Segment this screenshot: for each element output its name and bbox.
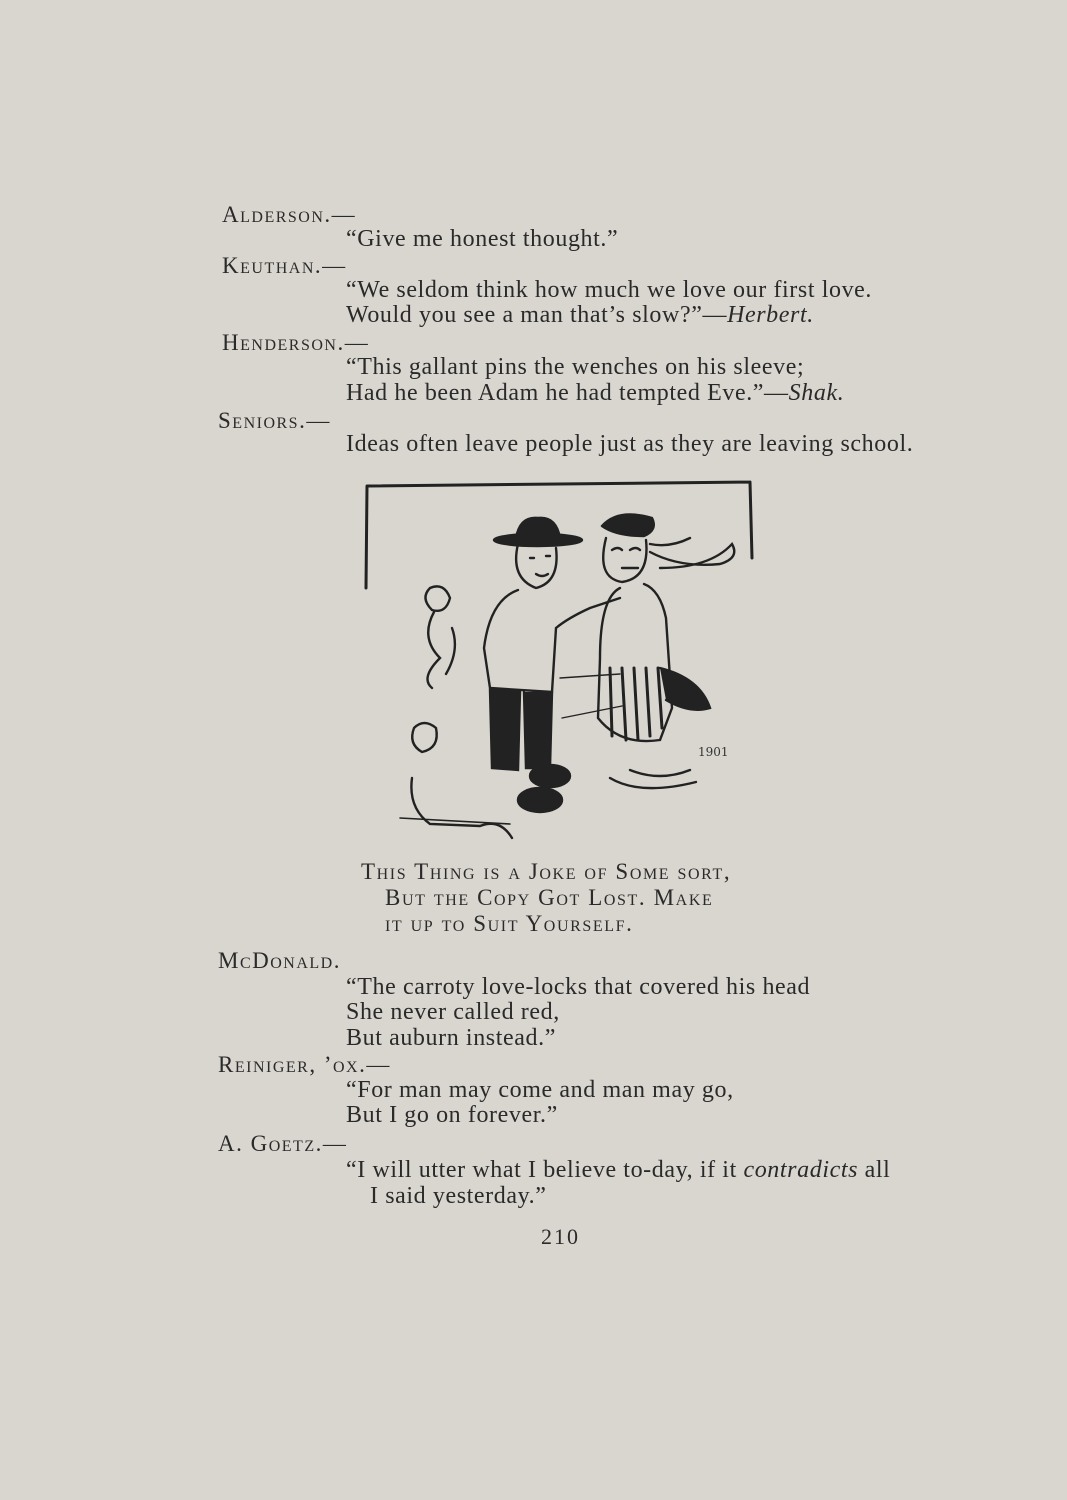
cartoon-illustration xyxy=(360,478,760,850)
quote-line: “We seldom think how much we love our first love. xyxy=(346,277,873,303)
quote-line: “This gallant pins the wenches on his sleeve; xyxy=(346,354,805,380)
quote-line: Ideas often leave people just as they are leaving school. xyxy=(346,431,914,457)
caption-line-3: it up to Suit Yourself. xyxy=(385,911,634,936)
speaker-goetz: A. Goetz.— xyxy=(218,1131,348,1156)
speaker-mcdonald: McDonald. xyxy=(218,948,341,973)
attribution: Herbert. xyxy=(727,302,814,328)
quote-text: Had he been Adam he had tempted Eve.”— xyxy=(346,380,789,406)
quote-text: Would you see a man that’s slow?”— xyxy=(346,302,728,328)
speaker-seniors: Seniors.— xyxy=(218,408,331,433)
quote-line: “Give me honest thought.” xyxy=(346,226,619,252)
speaker-alderson: Alderson.— xyxy=(222,202,357,227)
speaker-henderson: Henderson.— xyxy=(222,330,370,355)
quote-text: all xyxy=(858,1157,891,1183)
quote-line xyxy=(346,380,844,407)
speaker-keuthan: Keuthan.— xyxy=(222,253,347,278)
cartoon-signature: 1901 xyxy=(698,745,729,759)
speaker-reiniger: Reiniger, ’ox.— xyxy=(218,1052,391,1077)
attribution: Shak. xyxy=(788,380,845,406)
caption-line-2: But the Copy Got Lost. Make xyxy=(385,885,714,910)
quote-line: “The carroty love-locks that covered his head xyxy=(346,974,811,1000)
quote-line xyxy=(346,302,814,329)
quote-line: But I go on forever.” xyxy=(346,1102,558,1128)
page-number: 210 xyxy=(541,1224,580,1249)
quote-line xyxy=(346,1157,890,1184)
quote-line: She never called red, xyxy=(346,999,560,1025)
quote-line: But auburn instead.” xyxy=(346,1025,556,1051)
quote-line: “For man may come and man may go, xyxy=(346,1077,734,1103)
quote-line: I said yesterday.” xyxy=(370,1183,547,1209)
emphasized-word: contradicts xyxy=(743,1157,859,1183)
quote-text: “I will utter what I believe to-day, if it xyxy=(346,1157,744,1183)
caption-line-1: This Thing is a Joke of Some sort, xyxy=(361,859,732,884)
